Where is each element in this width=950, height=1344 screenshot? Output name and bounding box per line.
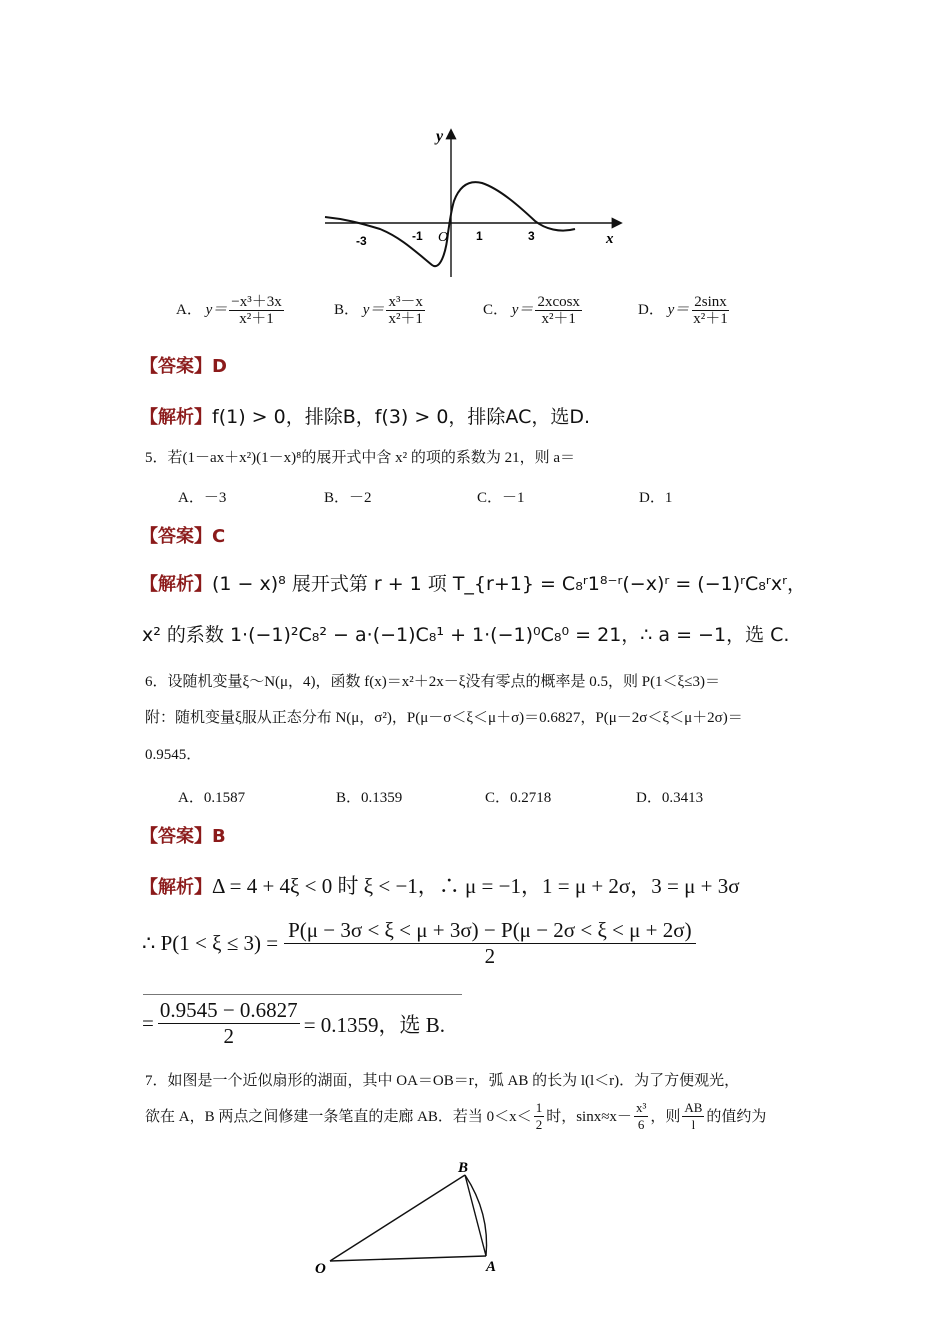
- q6-option-c: C．0.2718: [485, 790, 552, 806]
- label-a: A: [486, 1259, 497, 1275]
- q6-analysis-lhs: ∴ P(1 < ξ ≤ 3) =: [142, 931, 279, 955]
- q6-option-b: B．0.1359: [336, 790, 403, 806]
- q6-analysis-result: = $\frac{0.9545 - 0.6827}{2}$ = 0.1359，选 B.: [142, 998, 446, 1048]
- q6-analysis-fraction: [142, 918, 696, 969]
- sector-figure: [310, 1155, 510, 1280]
- x-axis-label: x: [606, 231, 614, 247]
- q5-option-b: B．－2: [324, 490, 372, 506]
- q7-stem-line2: 欲在 A，B 两点之间修建一条笔直的走廊 AB．若当 0＜x＜ $\frac{1}{2}$ 时，sinx≈x－ $\frac{\text{x³}}{6}$ ，则 $\frac{AB}{l}$ 的值约为: [145, 1100, 767, 1132]
- q4-option-b: B． y＝ $\frac{\text{x³－x}}{\text{x²＋1}}$: [334, 294, 423, 327]
- q6-analysis-numerator: P(μ − 3σ < ξ < μ + 3σ) − P(μ − 2σ < ξ < μ + 2σ): [284, 918, 695, 944]
- q6-result-denominator: 2: [223, 1024, 235, 1048]
- q6-analysis-denominator: 2: [484, 944, 496, 968]
- q5-analysis-line1: 【解析】(1 − x)⁸ 展开式第 r + 1 项 T_{r+1} = C₈ʳ1⁸⁻ʳ(−x)ʳ = (−1)ʳC₈ʳxʳ，: [140, 573, 807, 595]
- q5-option-a: A．－3: [178, 490, 227, 506]
- q6-option-d: D．0.3413: [636, 790, 704, 806]
- q5-option-d: D．1: [639, 490, 673, 506]
- segment-ob: [330, 1175, 465, 1261]
- q6-answer: 【答案】B: [140, 826, 226, 847]
- q6-stem-line3: 0.9545．: [145, 747, 202, 763]
- tick-label: 1: [476, 229, 483, 243]
- q6-result-tail: = 0.1359，选 B.: [303, 1012, 446, 1037]
- y-axis-label: y: [436, 128, 444, 145]
- tick-label: -1: [412, 229, 423, 243]
- q4-answer: 【答案】D: [140, 356, 227, 377]
- function-curve: [325, 182, 575, 266]
- q5-analysis-line2: x² 的系数 1·(−1)²C₈² − a·(−1)C₈¹ + 1·(−1)⁰C₈⁰ = 21，∴ a = −1，选 C.: [142, 624, 790, 646]
- q4-option-c: C． y＝ $\frac{2xcosx}{\text{x²＋1}}$: [483, 294, 580, 327]
- tick-label: 3: [528, 229, 535, 243]
- tick-label: -3: [356, 234, 367, 248]
- q6-stem-line1: 6．设随机变量ξ～N(μ，4)，函数 f(x)＝x²＋2x－ξ没有零点的概率是 0.5，则 P(1＜ξ≤3)＝: [145, 674, 720, 690]
- function-graph: [320, 125, 630, 280]
- q6-analysis-line1: 【解析】Δ = 4 + 4ξ < 0 时 ξ < −1，∴ μ = −1，1 = μ + 2σ，3 = μ + 3σ: [140, 874, 740, 898]
- q6-result-numerator: 0.9545 − 0.6827: [159, 998, 298, 1022]
- q5-option-c: C．－1: [477, 490, 525, 506]
- divider: [143, 994, 462, 995]
- label-o: O: [315, 1261, 326, 1277]
- label-b: B: [458, 1160, 469, 1176]
- q6-option-a: A．0.1587: [178, 790, 246, 806]
- origin-label: O: [438, 230, 449, 245]
- q6-stem-line2: 附：随机变量ξ服从正态分布 N(μ，σ²)，P(μ－σ＜ξ＜μ＋σ)＝0.6827，P(μ－2σ＜ξ＜μ＋2σ)＝: [145, 710, 743, 726]
- q4-option-d: D． y＝ $\frac{2\sin x}{\text{x²＋1}}$: [638, 294, 728, 327]
- q4-analysis: 【解析】f(1) > 0，排除B，f(3) > 0，排除AC，选D.: [140, 406, 591, 428]
- q7-stem-line1: 7．如图是一个近似扇形的湖面，其中 OA＝OB＝r，弧 AB 的长为 l(l＜r)．为了方便观光，: [145, 1073, 740, 1089]
- q4-option-a: A． y＝ $\frac{\text{−x³＋3x}}{\text{x²＋1}}$: [176, 294, 282, 327]
- q5-stem: 5．若(1－ax＋x²)(1－x)⁸的展开式中含 x² 的项的系数为 21，则 a＝: [145, 450, 576, 466]
- q5-answer: 【答案】C: [140, 526, 226, 547]
- segment-oa: [330, 1256, 486, 1261]
